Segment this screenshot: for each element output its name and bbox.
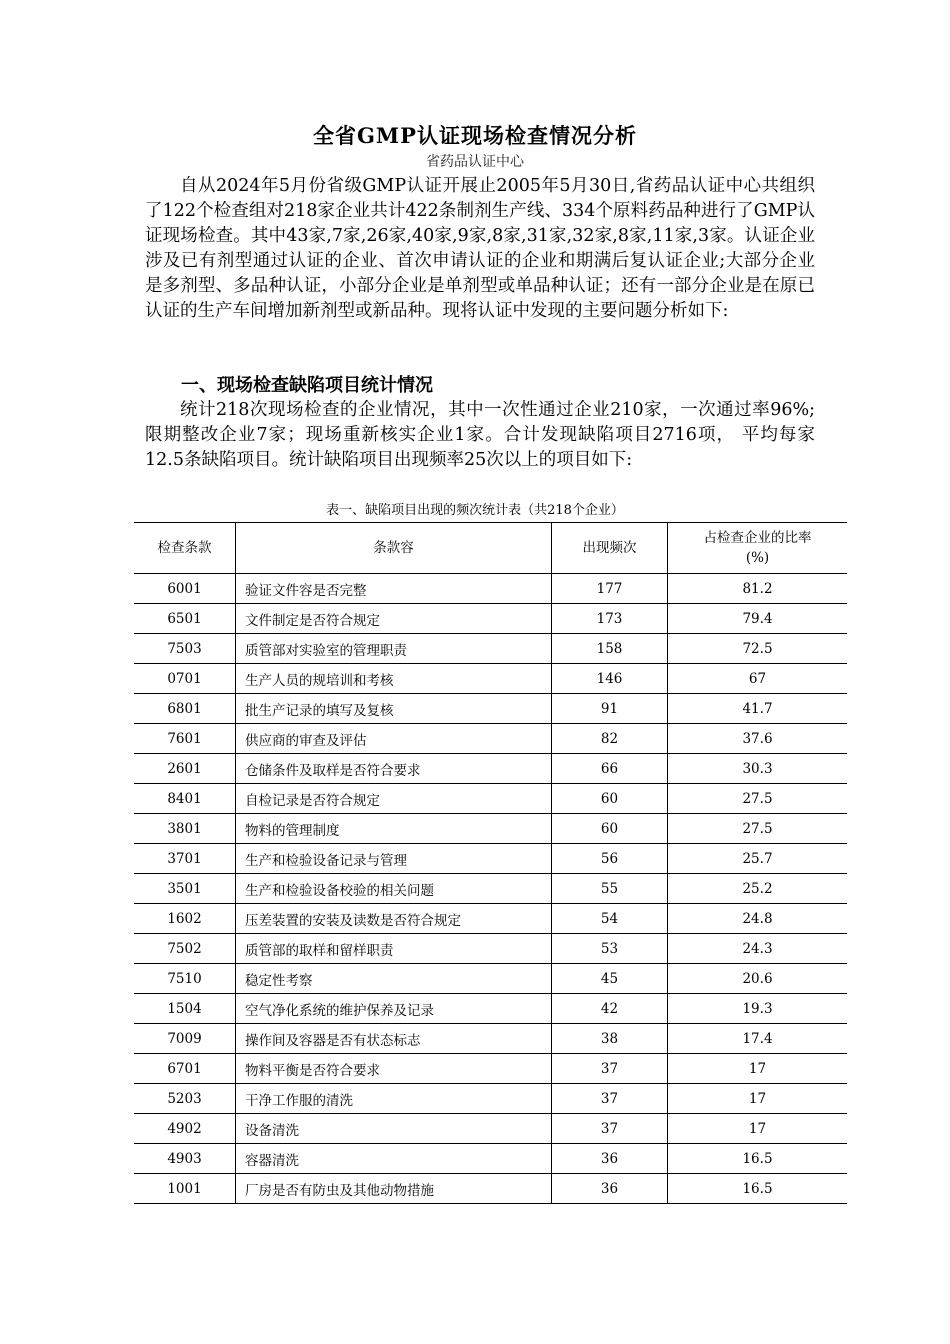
cell-item: 验证文件容是否完整 [236, 574, 552, 604]
cell-code: 7502 [134, 934, 236, 964]
cell-item: 物料的管理制度 [236, 814, 552, 844]
cell-code: 1504 [134, 994, 236, 1024]
cell-code: 3701 [134, 844, 236, 874]
cell-code: 8401 [134, 784, 236, 814]
cell-freq: 56 [552, 844, 668, 874]
cell-freq: 37 [552, 1054, 668, 1084]
table-row [134, 994, 847, 1024]
table-row [134, 1084, 847, 1114]
header-rate-line1: 占检查企业的比率 [703, 530, 812, 546]
table-row [134, 634, 847, 664]
cell-freq: 53 [552, 934, 668, 964]
cell-rate: 81.2 [668, 574, 848, 604]
table-row [134, 784, 847, 814]
document-subtitle: 省药品认证中心 [426, 154, 524, 170]
cell-rate: 79.4 [668, 604, 848, 634]
cell-freq: 60 [552, 784, 668, 814]
intro-paragraph: 自从2024年5月份省级GMP认证开展止2005年5月30日,省药品认证中心共组织了122个检查组对218家企业共计422条制剂生产线、334个原料药品种进行了GMP认证现场检查。其中43家,7家,26家,40家,9家,8家,31家,32家,8家,11家,3家。认证企业涉及已有剂型通过认证的企业、首次申请认证的企业和期满后复认证企业;大部分企业是多剂型、多品种认证，小部分企业是单剂型或单品种认证；还有一部分企业是在原已认证的生产车间增加新剂型或新品种。现将认证中发现的主要问题分析如下: [145, 176, 815, 321]
document-title: 全省GMP认证现场检查情况分析 [313, 123, 637, 148]
cell-code: 3501 [134, 874, 236, 904]
cell-rate: 27.5 [668, 784, 848, 814]
cell-rate: 20.6 [668, 964, 848, 994]
cell-item: 自检记录是否符合规定 [236, 784, 552, 814]
header-item: 条款容 [236, 523, 552, 574]
table-row [134, 844, 847, 874]
table-row [134, 1024, 847, 1054]
cell-rate: 25.7 [668, 844, 848, 874]
cell-freq: 37 [552, 1084, 668, 1114]
cell-item: 容器清洗 [236, 1144, 552, 1174]
cell-rate: 16.5 [668, 1144, 848, 1174]
cell-item: 质管部对实验室的管理职责 [236, 634, 552, 664]
cell-item: 质管部的取样和留样职责 [236, 934, 552, 964]
stats-paragraph: 统计218次现场检查的企业情况，其中一次性通过企业210家，一次通过率96%;限期整改企业7家；现场重新核实企业1家。合计发现缺陷项目2716项， 平均每家12.5条缺陷项目。统计缺陷项目出现频率25次以上的项目如下: [145, 400, 815, 470]
cell-code: 2601 [134, 754, 236, 784]
table-row [134, 1114, 847, 1144]
cell-rate: 67 [668, 664, 848, 694]
table-row [134, 1054, 847, 1084]
cell-freq: 146 [552, 664, 668, 694]
cell-item: 供应商的审查及评估 [236, 724, 552, 754]
table-row [134, 934, 847, 964]
cell-rate: 41.7 [668, 694, 848, 724]
table-body [134, 574, 847, 1204]
cell-item: 操作间及容器是否有状态标志 [236, 1024, 552, 1054]
cell-rate: 17.4 [668, 1024, 848, 1054]
cell-rate: 72.5 [668, 634, 848, 664]
cell-rate: 17 [668, 1084, 848, 1114]
cell-rate: 24.8 [668, 904, 848, 934]
table-row [134, 1144, 847, 1174]
cell-item: 设备清洗 [236, 1114, 552, 1144]
cell-code: 7510 [134, 964, 236, 994]
cell-freq: 38 [552, 1024, 668, 1054]
cell-rate: 25.2 [668, 874, 848, 904]
cell-item: 仓储条件及取样是否符合要求 [236, 754, 552, 784]
table-row [134, 754, 847, 784]
cell-rate: 37.6 [668, 724, 848, 754]
cell-code: 6701 [134, 1054, 236, 1084]
cell-item: 生产人员的规培训和考核 [236, 664, 552, 694]
cell-freq: 36 [552, 1174, 668, 1204]
header-code: 检查条款 [134, 523, 236, 574]
cell-rate: 19.3 [668, 994, 848, 1024]
cell-rate: 17 [668, 1114, 848, 1144]
table-row [134, 964, 847, 994]
cell-code: 1001 [134, 1174, 236, 1204]
table-row [134, 814, 847, 844]
table-header-row [134, 523, 847, 574]
table-row [134, 694, 847, 724]
cell-code: 7601 [134, 724, 236, 754]
cell-code: 4903 [134, 1144, 236, 1174]
cell-freq: 82 [552, 724, 668, 754]
cell-item: 稳定性考察 [236, 964, 552, 994]
table-row [134, 1174, 847, 1204]
cell-code: 6801 [134, 694, 236, 724]
cell-code: 6001 [134, 574, 236, 604]
cell-item: 批生产记录的填写及复核 [236, 694, 552, 724]
cell-freq: 36 [552, 1144, 668, 1174]
table-row [134, 874, 847, 904]
cell-freq: 45 [552, 964, 668, 994]
section-heading: 一、现场检查缺陷项目统计情况 [181, 375, 433, 396]
table-row [134, 574, 847, 604]
table-row [134, 604, 847, 634]
cell-freq: 60 [552, 814, 668, 844]
cell-code: 4902 [134, 1114, 236, 1144]
cell-code: 1602 [134, 904, 236, 934]
cell-freq: 177 [552, 574, 668, 604]
cell-item: 空气净化系统的维护保养及记录 [236, 994, 552, 1024]
cell-freq: 66 [552, 754, 668, 784]
table-row [134, 724, 847, 754]
header-rate-line2: (%) [745, 550, 770, 566]
cell-code: 3801 [134, 814, 236, 844]
header-rate [668, 523, 848, 574]
cell-rate: 16.5 [668, 1174, 848, 1204]
cell-freq: 173 [552, 604, 668, 634]
cell-item: 压差装置的安装及读数是否符合规定 [236, 904, 552, 934]
cell-item: 生产和检验设备校验的相关问题 [236, 874, 552, 904]
cell-item: 厂房是否有防虫及其他动物措施 [236, 1174, 552, 1204]
cell-item: 文件制定是否符合规定 [236, 604, 552, 634]
cell-code: 7503 [134, 634, 236, 664]
cell-code: 7009 [134, 1024, 236, 1054]
cell-code: 5203 [134, 1084, 236, 1114]
table-row [134, 904, 847, 934]
cell-freq: 55 [552, 874, 668, 904]
cell-item: 干净工作服的清洗 [236, 1084, 552, 1114]
table-row [134, 664, 847, 694]
cell-item: 物料平衡是否符合要求 [236, 1054, 552, 1084]
header-freq: 出现频次 [552, 523, 668, 574]
cell-code: 0701 [134, 664, 236, 694]
cell-rate: 30.3 [668, 754, 848, 784]
cell-freq: 42 [552, 994, 668, 1024]
cell-rate: 27.5 [668, 814, 848, 844]
table-caption: 表一、缺陷项目出现的频次统计表（共218个企业） [326, 503, 624, 518]
defect-frequency-table [134, 522, 847, 1204]
cell-freq: 54 [552, 904, 668, 934]
cell-code: 6501 [134, 604, 236, 634]
cell-rate: 24.3 [668, 934, 848, 964]
cell-freq: 158 [552, 634, 668, 664]
cell-freq: 91 [552, 694, 668, 724]
cell-item: 生产和检验设备记录与管理 [236, 844, 552, 874]
cell-rate: 17 [668, 1054, 848, 1084]
cell-freq: 37 [552, 1114, 668, 1144]
